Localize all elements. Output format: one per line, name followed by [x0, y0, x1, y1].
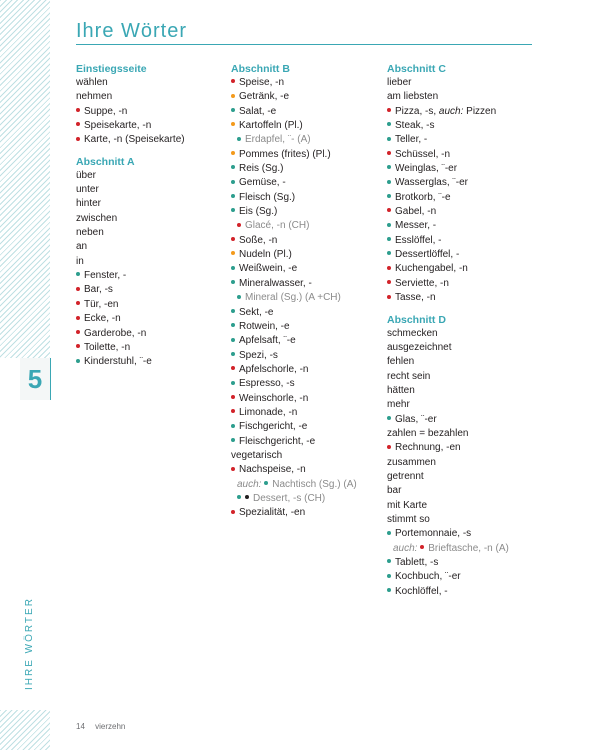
- vocab-entry: [76, 169, 226, 183]
- entry-text: Speisekarte, -n: [84, 120, 152, 132]
- gender-dot-teal: [231, 194, 235, 198]
- entry-text: Nachtisch (Sg.) (A): [272, 478, 357, 490]
- vocab-entry: [231, 219, 381, 233]
- entry-text: wählen: [76, 77, 108, 88]
- entry-text: Gabel, -n: [395, 206, 437, 218]
- vocab-entry: [387, 441, 547, 455]
- vocab-entry: [76, 76, 226, 90]
- vocab-entry: [387, 248, 547, 262]
- vocab-entry: [387, 499, 547, 513]
- entry-text: Karte, -n (Speisekarte): [84, 134, 185, 146]
- gender-dot-teal: [76, 359, 80, 363]
- entry-text: Weinschorle, -n: [239, 392, 309, 404]
- gender-dot-teal: [387, 122, 391, 126]
- vocab-entry: [387, 456, 547, 470]
- vocab-entry: [387, 341, 547, 355]
- vocab-entry: [387, 570, 547, 584]
- entry-suffix-italic: auch:: [438, 105, 464, 117]
- decorative-stripe-bottom: [0, 710, 50, 750]
- entry-text: schmecken: [387, 327, 438, 339]
- vocab-entry: [231, 349, 381, 363]
- gender-dot-red: [76, 137, 80, 141]
- gender-dot-dark: [245, 495, 249, 499]
- vocab-entry: [387, 513, 547, 527]
- gender-dot-red: [76, 330, 80, 334]
- entry-text: Soße, -n: [239, 234, 278, 246]
- gender-dot-red: [387, 151, 391, 155]
- gender-dot-teal: [387, 574, 391, 578]
- entry-text: Brieftasche, -n (A): [428, 542, 509, 554]
- gender-dot-red: [387, 208, 391, 212]
- vocab-entry: [231, 449, 381, 463]
- entry-text: Bar, -s: [84, 284, 113, 296]
- vocab-entry: [76, 298, 226, 312]
- vocab-entry: [387, 133, 547, 147]
- section-heading: Abschnitt B: [231, 63, 290, 75]
- gender-dot-orange: [231, 151, 235, 155]
- vocab-entry: [76, 269, 226, 283]
- vocab-entry: [387, 162, 547, 176]
- gender-dot-teal: [264, 481, 268, 485]
- vocab-entry: [231, 463, 381, 477]
- vocab-entry: [231, 105, 381, 119]
- vocab-entry: [387, 384, 547, 398]
- vocab-entry: [76, 255, 226, 269]
- gender-dot-teal: [387, 165, 391, 169]
- entry-text: Fleisch (Sg.): [239, 191, 296, 203]
- gender-dot-teal: [231, 180, 235, 184]
- vocab-entry: [76, 90, 226, 104]
- vocab-entry: [387, 370, 547, 384]
- gender-dot-teal: [231, 309, 235, 313]
- entry-text: Weißwein, -e: [239, 263, 298, 275]
- vocab-entry: [76, 212, 226, 226]
- vocab-entry: [231, 90, 381, 104]
- entry-text: Mineralwasser, -: [239, 277, 312, 289]
- vocab-entry: [387, 427, 547, 441]
- gender-dot-red: [231, 366, 235, 370]
- entry-text: Eis (Sg.): [239, 206, 278, 218]
- vocab-entry: [387, 262, 547, 276]
- entry-text: Teller, -: [395, 134, 428, 146]
- page-number: 14: [76, 722, 85, 731]
- entry-text: Kochlöffel, -: [395, 585, 448, 597]
- entry-text: Portemonnaie, -s: [395, 528, 472, 540]
- entry-text: Rotwein, -e: [239, 320, 290, 332]
- vocab-entry: [387, 205, 547, 219]
- entry-text: recht sein: [387, 370, 431, 382]
- entry-text: Toilette, -n: [84, 341, 131, 353]
- vocab-entry: [76, 197, 226, 211]
- vocab-entry: [231, 320, 381, 334]
- entry-text: Espresso, -s: [239, 378, 295, 390]
- vocab-entry: [76, 133, 226, 147]
- gender-dot-red: [76, 316, 80, 320]
- entry-text: Speise, -n: [239, 77, 285, 88]
- entry-text: Pizza, -s,: [395, 105, 439, 117]
- entry-text: Fleischgericht, -e: [239, 435, 316, 447]
- gender-dot-teal: [387, 180, 391, 184]
- gender-dot-teal: [231, 424, 235, 428]
- vocab-entry: [387, 355, 547, 369]
- vocab-entry: [76, 283, 226, 297]
- entry-text: Messer, -: [395, 220, 437, 232]
- gender-dot-orange: [231, 251, 235, 255]
- entry-text: Dessert, -s (CH): [253, 492, 326, 504]
- vocab-entry: [231, 363, 381, 377]
- vocab-entry: [231, 119, 381, 133]
- gender-dot-red: [231, 510, 235, 514]
- vocab-entry: [231, 478, 381, 492]
- vocab-entry: [231, 262, 381, 276]
- gender-dot-orange: [231, 94, 235, 98]
- gender-dot-red: [387, 295, 391, 299]
- vocab-entry: [387, 556, 547, 570]
- gender-dot-teal: [387, 223, 391, 227]
- vocab-entry: [387, 470, 547, 484]
- entry-text: hinter: [76, 198, 102, 210]
- gender-dot-teal: [231, 352, 235, 356]
- page-number-word: vierzehn: [95, 722, 126, 731]
- gender-dot-teal: [387, 416, 391, 420]
- vocab-entry: [387, 413, 547, 427]
- entry-text: nehmen: [76, 91, 113, 103]
- entry-text: Garderobe, -n: [84, 327, 147, 339]
- entry-text: Kinderstuhl, ¨-e: [84, 356, 152, 368]
- entry-text: Apfelsaft, ¨-e: [239, 335, 296, 347]
- entry-text: Kartoffeln (Pl.): [239, 120, 303, 132]
- entry-text: Suppe, -n: [84, 105, 128, 117]
- vocab-entry: [387, 119, 547, 133]
- entry-text: Dessertlöffel, -: [395, 249, 460, 261]
- vocab-entry: [231, 291, 381, 305]
- gender-dot-teal: [237, 295, 241, 299]
- entry-text: Ecke, -n: [84, 313, 121, 325]
- gender-dot-teal: [231, 266, 235, 270]
- vocab-entry: [76, 327, 226, 341]
- chapter-divider: [50, 358, 51, 400]
- vocab-entry: [231, 162, 381, 176]
- vocab-entry: [387, 176, 547, 190]
- gender-dot-teal: [387, 194, 391, 198]
- gender-dot-teal: [387, 588, 391, 592]
- entry-text: zwischen: [76, 212, 118, 224]
- vocab-entry: [387, 585, 547, 599]
- page-footer: [76, 722, 125, 731]
- gender-dot-teal: [387, 237, 391, 241]
- vocab-entry: [231, 176, 381, 190]
- vocab-entry: [231, 148, 381, 162]
- section-heading: Abschnitt D: [387, 313, 446, 326]
- vocab-entry: [76, 226, 226, 240]
- vocab-entry: [387, 327, 547, 341]
- entry-text: Gemüse, -: [239, 177, 286, 189]
- entry-text: in: [76, 255, 84, 267]
- vocab-entry: [387, 291, 547, 305]
- entry-text: neben: [76, 227, 104, 239]
- entry-text: Schüssel, -n: [395, 148, 451, 160]
- entry-text: Tablett, -s: [395, 557, 439, 568]
- gender-dot-red: [387, 445, 391, 449]
- entry-text: Weinglas, ¨-er: [395, 163, 458, 175]
- entry-text: Erdapfel, ¨- (A): [245, 134, 311, 146]
- gender-dot-red: [76, 344, 80, 348]
- gender-dot-teal: [231, 381, 235, 385]
- gender-dot-red: [76, 301, 80, 305]
- entry-text: Serviette, -n: [395, 277, 449, 289]
- vocab-entry: [76, 312, 226, 326]
- entry-text: stimmt so: [387, 513, 430, 525]
- gender-dot-red: [231, 409, 235, 413]
- gender-dot-red: [420, 545, 424, 549]
- entry-text: Mineral (Sg.) (A +CH): [245, 292, 341, 304]
- vocab-entry: [387, 398, 547, 412]
- vocab-entry: [387, 105, 547, 119]
- entry-text: Spezi, -s: [239, 349, 278, 361]
- gender-dot-red: [387, 266, 391, 270]
- entry-text: lieber: [387, 77, 412, 88]
- entry-text: getrennt: [387, 470, 424, 482]
- gender-dot-red: [76, 287, 80, 291]
- entry-text: Brotkorb, ¨-e: [395, 191, 451, 203]
- vocab-entry: [231, 133, 381, 147]
- vocab-entry: [387, 219, 547, 233]
- entry-text: zahlen = bezahlen: [387, 427, 469, 439]
- gender-dot-teal: [237, 495, 241, 499]
- entry-text: an: [76, 241, 88, 253]
- vocab-entry: [387, 76, 547, 90]
- vocab-entry: [76, 105, 226, 119]
- entry-text: bar: [387, 485, 402, 497]
- entry-text: Tasse, -n: [395, 292, 436, 304]
- entry-text: Glacé, -n (CH): [245, 220, 310, 232]
- entry-text: Glas, ¨-er: [395, 413, 437, 425]
- gender-dot-teal: [231, 338, 235, 342]
- entry-text: Rechnung, -en: [395, 442, 461, 454]
- gender-dot-red: [387, 108, 391, 112]
- vocab-entry: [231, 420, 381, 434]
- entry-text: Sekt, -e: [239, 306, 274, 318]
- gender-dot-teal: [231, 165, 235, 169]
- word-column-1: [76, 62, 226, 370]
- gender-dot-teal: [76, 272, 80, 276]
- vocab-entry: [231, 406, 381, 420]
- entry-text: am liebsten: [387, 91, 439, 103]
- entry-text: fehlen: [387, 356, 415, 368]
- gender-dot-red: [231, 467, 235, 471]
- vocab-entry: [231, 506, 381, 520]
- vocab-entry: [231, 234, 381, 248]
- gender-dot-teal: [231, 108, 235, 112]
- entry-text: vegetarisch: [231, 449, 283, 461]
- entry-text: Steak, -s: [395, 120, 435, 132]
- gender-dot-teal: [231, 323, 235, 327]
- vocab-entry: [231, 205, 381, 219]
- gender-dot-red: [76, 108, 80, 112]
- gender-dot-teal: [387, 251, 391, 255]
- entry-text: Spezialität, -en: [239, 507, 306, 519]
- entry-text: Limonade, -n: [239, 406, 298, 418]
- entry-text: Fenster, -: [84, 270, 127, 282]
- vocab-entry: [76, 183, 226, 197]
- vocab-entry: [387, 90, 547, 104]
- vocab-entry: [231, 306, 381, 320]
- vocab-entry: [231, 248, 381, 262]
- entry-text: mehr: [387, 399, 410, 411]
- entry-prefix: auch:: [237, 478, 262, 490]
- gender-dot-teal: [231, 438, 235, 442]
- vocab-entry: [76, 341, 226, 355]
- gender-dot-teal: [387, 559, 391, 563]
- page-title: Ihre Wörter: [76, 20, 188, 42]
- vocab-entry: [231, 334, 381, 348]
- vocab-entry: [231, 76, 381, 90]
- vocab-entry: [387, 484, 547, 498]
- vocab-entry: [231, 191, 381, 205]
- entry-text: Pommes (frites) (Pl.): [239, 148, 331, 160]
- section-heading: Abschnitt C: [387, 63, 446, 75]
- word-column-3: [387, 62, 547, 599]
- entry-text: über: [76, 169, 97, 181]
- vocab-entry: [231, 392, 381, 406]
- side-label: IHRE WÖRTER: [24, 597, 35, 690]
- entry-text: Apfelschorle, -n: [239, 363, 309, 375]
- gender-dot-orange: [231, 122, 235, 126]
- gender-dot-teal: [231, 280, 235, 284]
- gender-dot-red: [387, 280, 391, 284]
- vocab-entry: [387, 527, 547, 541]
- vocab-entry: [231, 492, 381, 506]
- gender-dot-red: [231, 395, 235, 399]
- entry-text: zusammen: [387, 456, 436, 468]
- vocab-entry: [387, 542, 547, 556]
- gender-dot-teal: [237, 137, 241, 141]
- entry-text: Nachspeise, -n: [239, 464, 306, 476]
- entry-text: Tür, -en: [84, 298, 119, 310]
- vocab-entry: [231, 435, 381, 449]
- gender-dot-teal: [387, 531, 391, 535]
- vocab-entry: [231, 277, 381, 291]
- gender-dot-red: [231, 79, 235, 83]
- vocab-entry: [76, 119, 226, 133]
- gender-dot-red: [76, 122, 80, 126]
- gender-dot-teal: [387, 137, 391, 141]
- entry-text: Kochbuch, ¨-er: [395, 571, 461, 583]
- gender-dot-red: [231, 237, 235, 241]
- title-rule: [76, 44, 532, 45]
- entry-text: ausgezeichnet: [387, 341, 452, 353]
- entry-text: mit Karte: [387, 499, 428, 511]
- entry-text: Nudeln (Pl.): [239, 249, 292, 261]
- entry-text: Salat, -e: [239, 105, 277, 117]
- vocab-entry: [76, 355, 226, 369]
- entry-text: unter: [76, 184, 99, 196]
- entry-suffix: Pizzen: [463, 105, 497, 117]
- entry-text: hätten: [387, 384, 415, 396]
- gender-dot-teal: [231, 208, 235, 212]
- entry-text: Fischgericht, -e: [239, 421, 308, 433]
- vocab-entry: [387, 191, 547, 205]
- vocab-entry: [387, 148, 547, 162]
- word-column-2: [231, 62, 381, 521]
- section-heading: Abschnitt A: [76, 155, 135, 168]
- section-heading: Einstiegsseite: [76, 63, 147, 75]
- vocab-entry: [76, 240, 226, 254]
- vocab-entry: [387, 277, 547, 291]
- chapter-number: 5: [20, 358, 50, 400]
- vocab-entry: [231, 377, 381, 391]
- entry-prefix: auch:: [393, 542, 418, 554]
- entry-text: Wasserglas, ¨-er: [395, 177, 468, 189]
- vocab-entry: [387, 234, 547, 248]
- gender-dot-red: [237, 223, 241, 227]
- decorative-stripe-top: [0, 0, 50, 358]
- entry-text: Kuchengabel, -n: [395, 263, 468, 275]
- entry-text: Getränk, -e: [239, 91, 290, 103]
- entry-text: Esslöffel, -: [395, 234, 442, 246]
- entry-text: Reis (Sg.): [239, 163, 284, 175]
